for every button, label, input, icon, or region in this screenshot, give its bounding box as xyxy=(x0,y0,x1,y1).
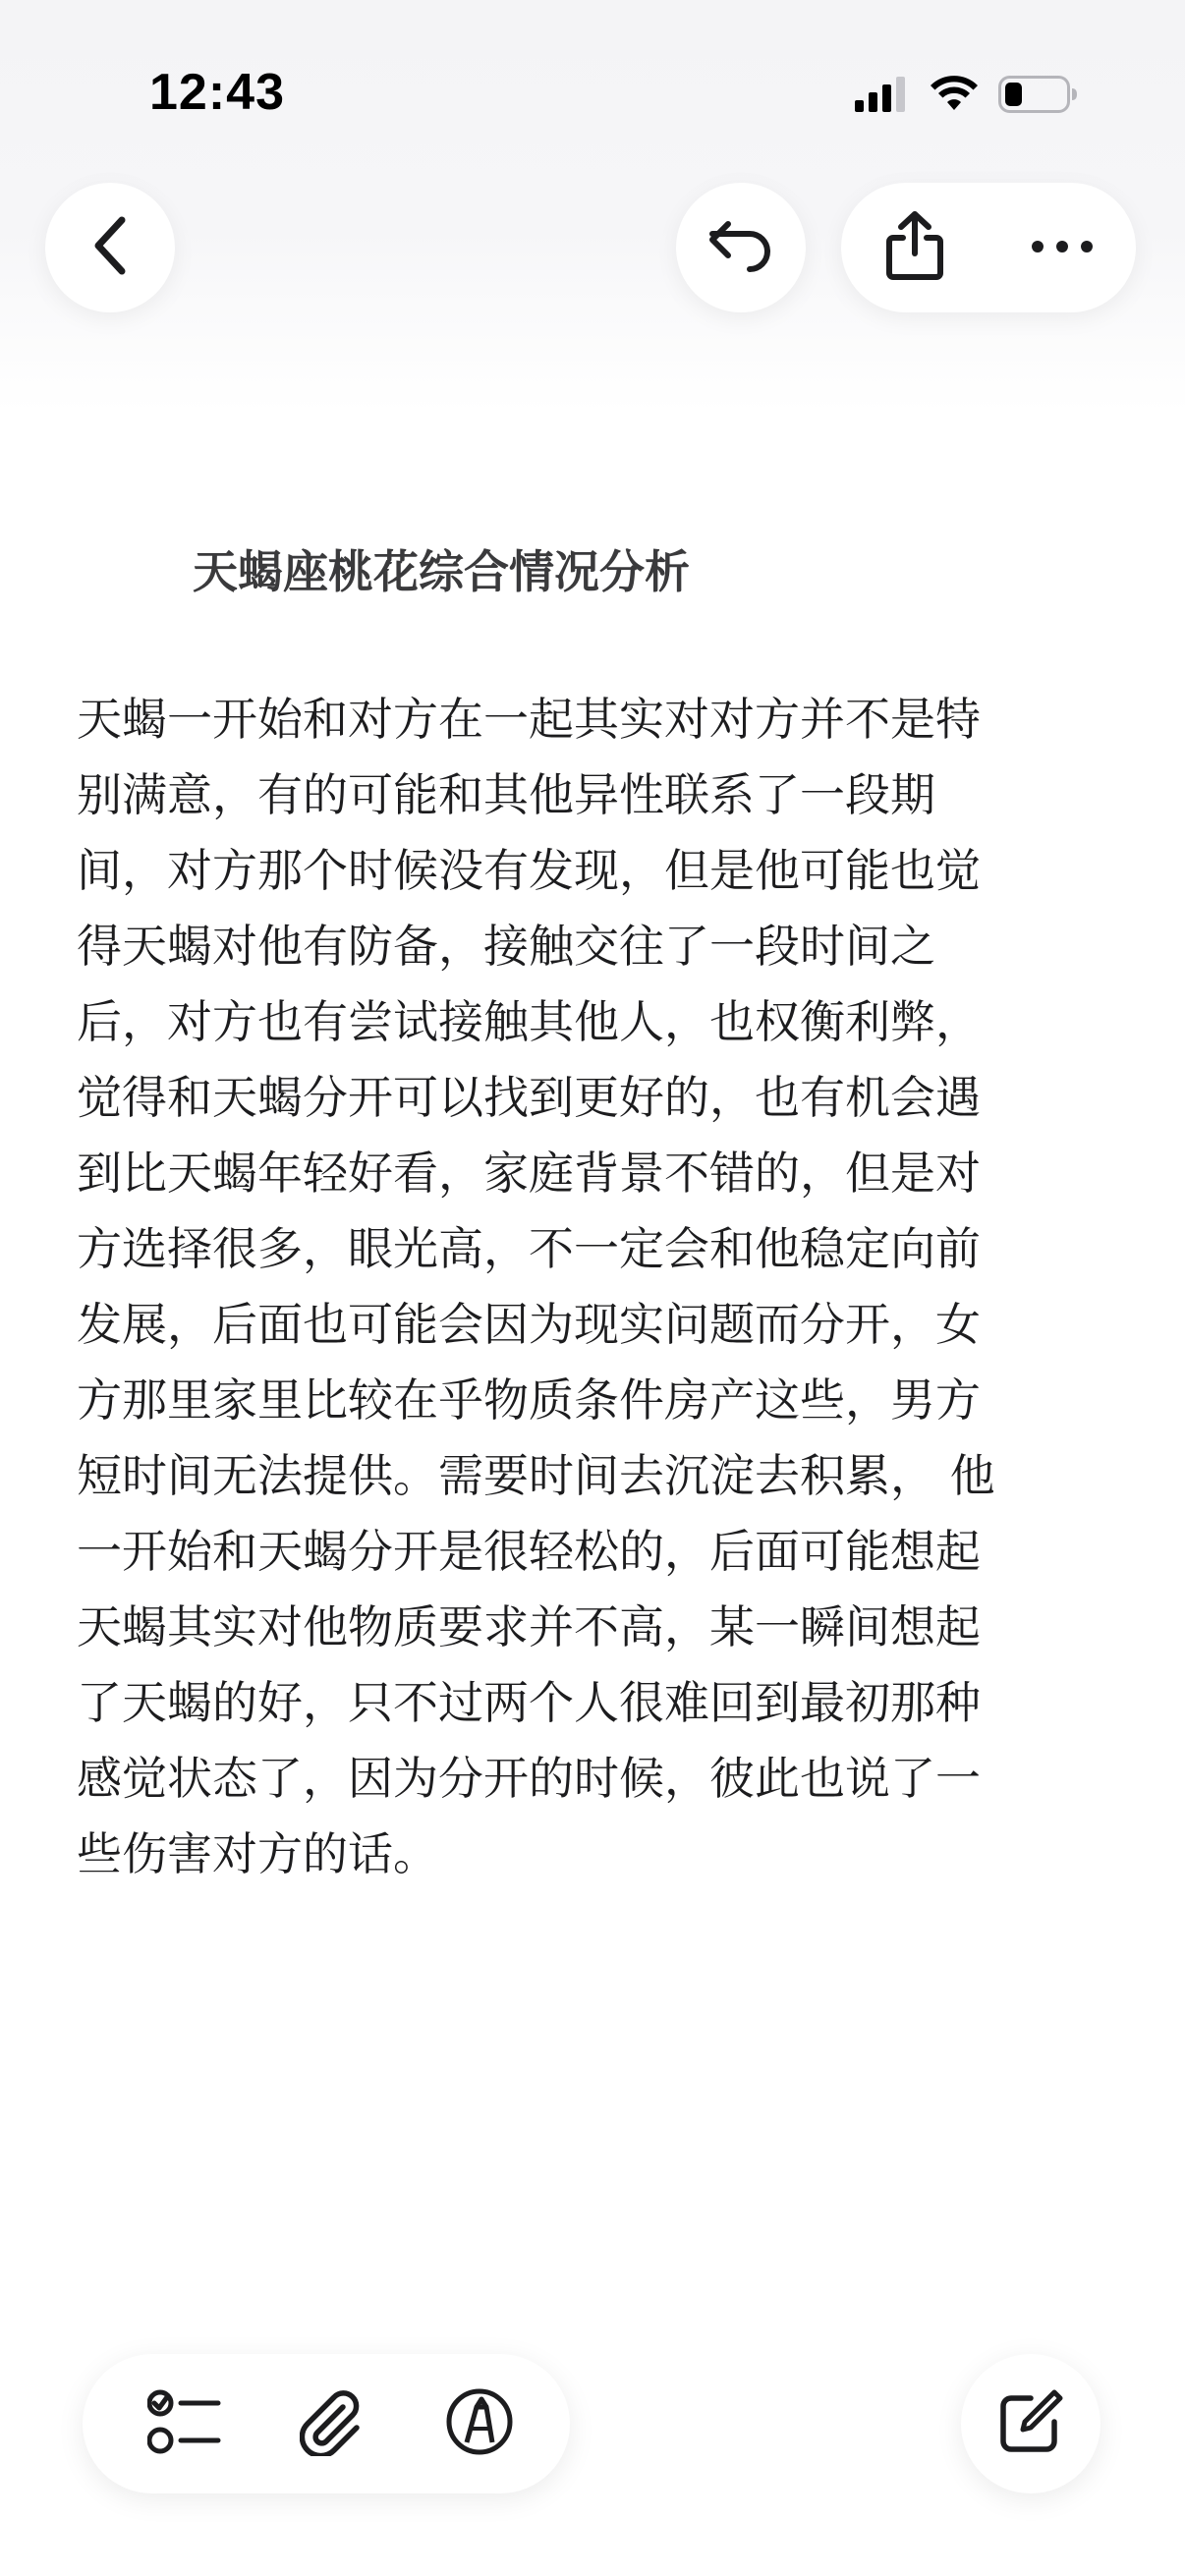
status-bar xyxy=(0,0,1185,177)
note-line: 方那里家里比较在乎物质条件房产这些，男方 xyxy=(77,1373,981,1427)
paperclip-icon xyxy=(300,2387,365,2460)
actions-group xyxy=(841,183,1136,312)
more-button[interactable] xyxy=(988,183,1136,312)
note-line: 天蝎其实对他物质要求并不高，某一瞬间想起 xyxy=(77,1600,981,1653)
note-line: 间，对方那个时候没有发现，但是他可能也觉 xyxy=(77,844,981,897)
ellipsis-icon xyxy=(1031,239,1094,257)
battery-icon xyxy=(998,76,1079,117)
cellular-signal-icon xyxy=(855,77,910,116)
status-icons xyxy=(855,71,1079,122)
note-line: 觉得和天蝎分开可以找到更好的，也有机会遇 xyxy=(77,1071,981,1124)
note-line: 一开始和天蝎分开是很轻松的，后面可能想起 xyxy=(77,1525,981,1578)
note-line: 方选择很多，眼光高，不一定会和他稳定向前 xyxy=(77,1222,981,1275)
note-line: 到比天蝎年轻好看，家庭背景不错的，但是对 xyxy=(77,1147,981,1200)
undo-icon xyxy=(706,216,775,279)
status-time: 12:43 xyxy=(149,64,285,121)
compose-button[interactable] xyxy=(961,2354,1100,2493)
note-line: 发展，后面也可能会因为现实问题而分开，女 xyxy=(77,1298,981,1351)
compose-icon xyxy=(997,2388,1064,2459)
undo-button[interactable] xyxy=(676,183,806,312)
checklist-icon xyxy=(147,2388,222,2459)
note-line: 后，对方也有尝试接触其他人，也权衡利弊， xyxy=(77,995,981,1048)
attachment-button[interactable] xyxy=(273,2354,391,2493)
note-line: 感觉状态了，因为分开的时候，彼此也说了一 xyxy=(77,1752,981,1805)
share-button[interactable] xyxy=(841,183,988,312)
note-body[interactable] xyxy=(77,682,1108,1892)
note-line: 些伤害对方的话。 xyxy=(77,1827,438,1880)
pen-markup-icon xyxy=(445,2387,514,2460)
checklist-button[interactable] xyxy=(126,2354,244,2493)
markup-button[interactable] xyxy=(421,2354,538,2493)
bottom-toolbar xyxy=(83,2354,570,2493)
note-line: 短时间无法提供。需要时间去沉淀去积累， 他 xyxy=(77,1449,995,1502)
note-line: 天蝎一开始和对方在一起其实对对方并不是特 xyxy=(77,693,981,746)
note-line: 了天蝎的好，只不过两个人很难回到最初那种 xyxy=(77,1676,981,1729)
note-line: 得天蝎对他有防备，接触交往了一段时间之 xyxy=(77,920,935,973)
wifi-icon xyxy=(930,76,979,117)
back-button[interactable] xyxy=(45,183,175,312)
note-line: 别满意，有的可能和其他异性联系了一段期 xyxy=(77,768,935,821)
chevron-left-icon xyxy=(88,214,132,281)
note-title[interactable]: 天蝎座桃花综合情况分析 xyxy=(193,545,690,598)
share-icon xyxy=(883,210,946,285)
